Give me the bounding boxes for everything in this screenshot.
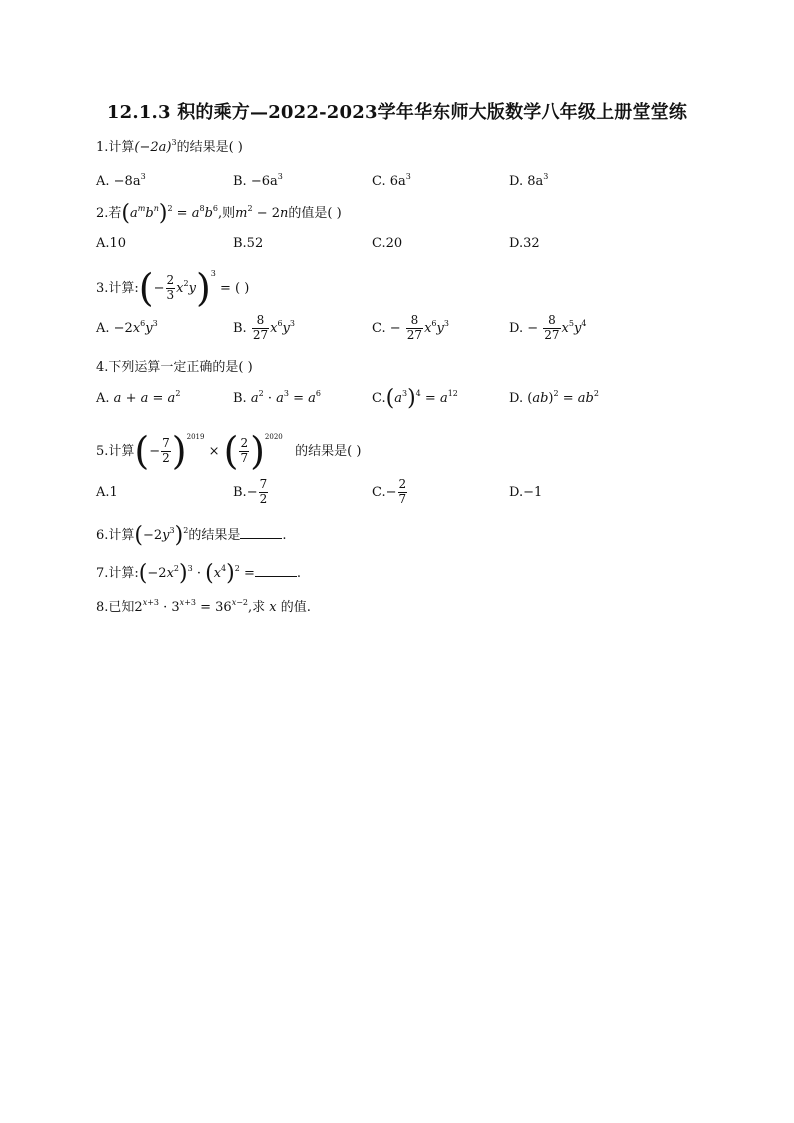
- q2-target: $m^2 - 2n$: [235, 204, 289, 221]
- q5-prefix: 5.计算: [96, 444, 135, 459]
- question-3: [96, 266, 250, 310]
- q8-end: 的值.: [280, 600, 311, 615]
- q8-suffix: 求: [252, 600, 266, 615]
- q4-option-b[interactable]: B. $a^2 \cdot a^3 = a^6$: [233, 389, 321, 406]
- question-8: [96, 598, 311, 615]
- q8-prefix: 8.已知: [96, 600, 135, 615]
- q5-option-a[interactable]: A.1: [96, 485, 118, 500]
- question-6: 6.计算$(-2y^3)^2$的结果是 .: [96, 523, 287, 548]
- q3-option-d[interactable]: D. − $\frac{8}{27}$ $x^5y^4$: [509, 313, 587, 342]
- q3-option-b[interactable]: B. $\frac{8}{27}$ $x^6y^3$: [233, 313, 295, 342]
- q7-answer-blank[interactable]: [255, 566, 297, 577]
- q6-suffix: 的结果是: [188, 528, 241, 543]
- q3-tail: = ( ): [220, 281, 250, 296]
- q1-option-a[interactable]: A. $-8a^3$: [96, 172, 146, 189]
- q1-prefix: 1.计算: [96, 140, 135, 155]
- q6-prefix: 6.计算: [96, 528, 135, 543]
- question-4: 4.下列运算一定正确的是( ): [96, 360, 253, 375]
- q5-suffix: 的结果是( ): [295, 444, 362, 459]
- q6-expression: $(-2y^3)^2$: [134, 523, 189, 548]
- page-title: 12.1.3 积的乘方—2022-2023学年华东师大版数学八年级上册堂堂练: [106, 102, 688, 123]
- q5-option-d[interactable]: D.−1: [509, 485, 543, 500]
- q4-option-c[interactable]: $C.(a^3)^4 = a^{12}$: [372, 386, 458, 411]
- q4-option-a[interactable]: A. $a + a = a^2$: [96, 389, 181, 406]
- q2-suffix: 则: [222, 206, 236, 221]
- q3-expression: (− $\frac{2}{3}$ $x^2y)^3$: [138, 266, 216, 310]
- q2-option-a[interactable]: A.10: [96, 236, 127, 251]
- question-1: [96, 138, 243, 155]
- q1-option-d[interactable]: D. $8a^3$: [509, 172, 549, 189]
- q1-suffix: 的结果是( ): [176, 140, 243, 155]
- q4-option-d[interactable]: D. $(ab)^2 = ab^2$: [509, 389, 599, 406]
- q2-prefix: 2.若: [96, 206, 122, 221]
- question-5: [96, 429, 362, 473]
- question-2: [96, 201, 342, 226]
- q8-expression: $2^{x+3} \cdot 3^{x+3} = 36^{x-2}$,: [134, 598, 253, 615]
- q7-prefix: 7.计算:: [96, 566, 139, 581]
- q5-option-c[interactable]: C.− $\frac{2}{7}$: [372, 477, 407, 506]
- q2-option-d[interactable]: D.32: [509, 236, 540, 251]
- q3-option-c[interactable]: C. − $\frac{8}{27}$ $x^6y^3$: [372, 313, 449, 342]
- q2-expression: $(a^mb^n)^2 = a^8b^6$,: [121, 201, 223, 226]
- q1-option-c[interactable]: C. $6a^3$: [372, 172, 411, 189]
- q5-expression: (− $\frac{7}{2}$ )$^{2019}$ × ( $\frac{2}{7}$ )$^{2020}$: [134, 429, 283, 473]
- q3-prefix: 3.计算:: [96, 281, 139, 296]
- q2-tail: 的值是( ): [288, 206, 342, 221]
- q2-option-b[interactable]: B.52: [233, 236, 264, 251]
- q1-option-b[interactable]: B. $-6a^3$: [233, 172, 283, 189]
- question-7: 7.计算$:(-2x^2)^3 \cdot (x^4)^2$ = .: [96, 561, 301, 586]
- q3-option-a[interactable]: A. $-2x^6y^3$: [96, 319, 158, 336]
- q8-variable: x: [269, 600, 277, 615]
- q2-option-c[interactable]: C.20: [372, 236, 403, 251]
- q1-expression: $(-2a)^3$: [134, 138, 177, 155]
- q7-expression: $(-2x^2)^3 \cdot (x^4)^2$ =: [138, 561, 255, 586]
- q5-option-b[interactable]: B.− $\frac{7}{2}$: [233, 477, 268, 506]
- q6-answer-blank[interactable]: [240, 528, 282, 539]
